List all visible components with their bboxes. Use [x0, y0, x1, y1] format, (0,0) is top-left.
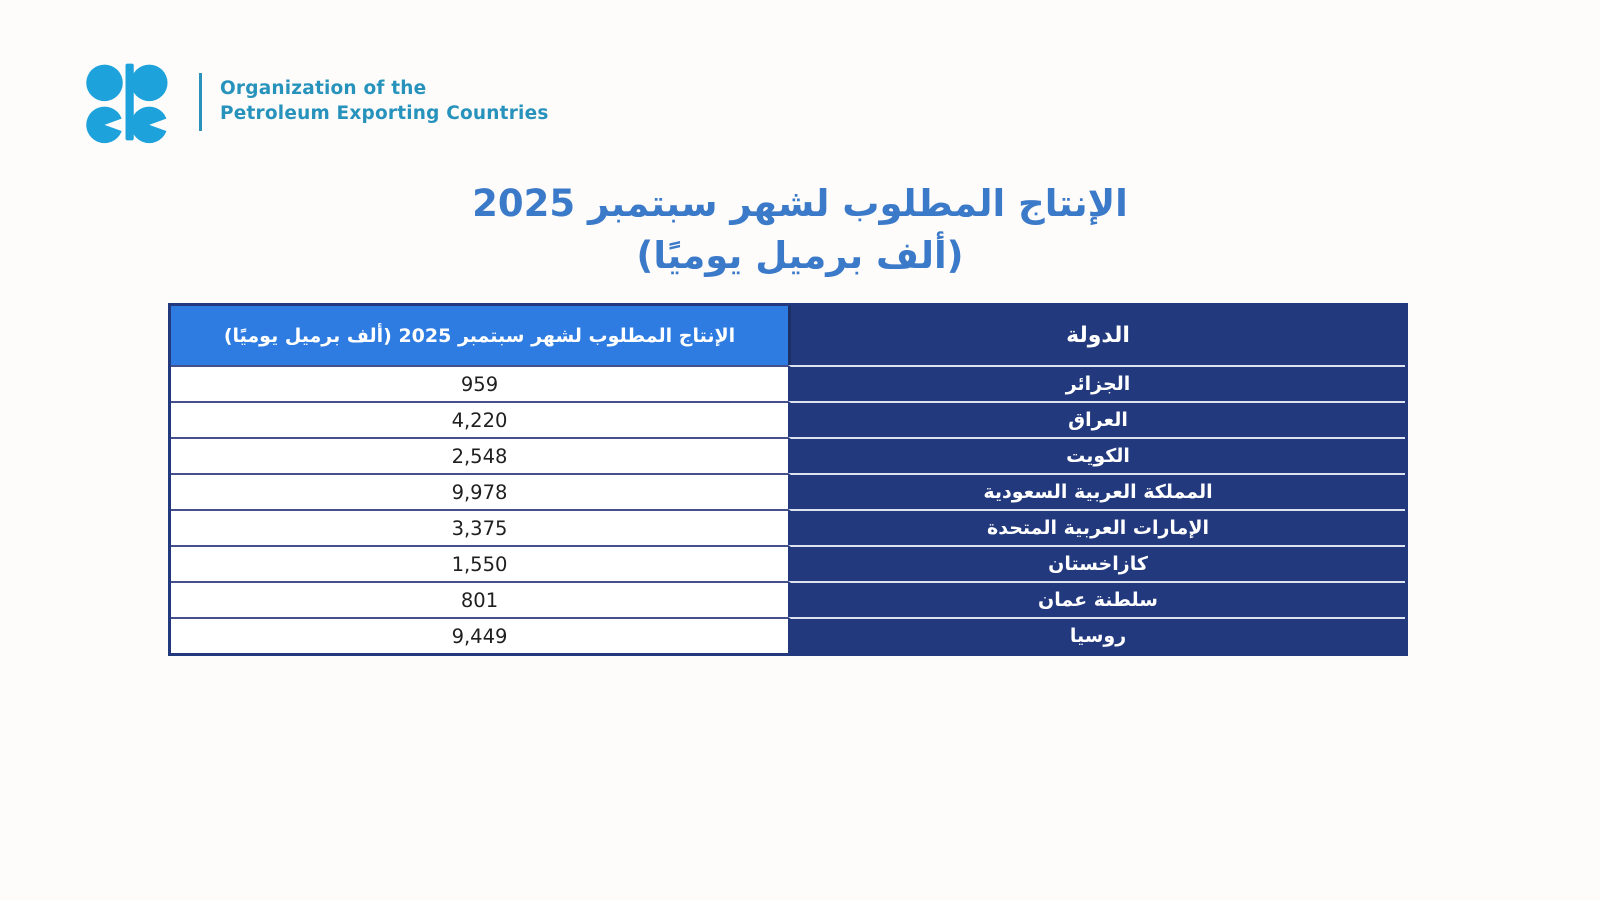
production-value: 2,548 [171, 437, 788, 473]
production-value: 9,978 [171, 473, 788, 509]
page-title-line2: (ألف برميل يوميًا) [636, 233, 964, 277]
table-row [171, 545, 1405, 581]
brand-line2: Petroleum Exporting Countries [220, 103, 549, 124]
production-value: 3,375 [171, 509, 788, 545]
country-name: الإمارات العربية المتحدة [788, 509, 1405, 545]
brand-line1: Organization of the [220, 78, 427, 100]
production-value: 4,220 [171, 401, 788, 437]
production-value: 1,550 [171, 545, 788, 581]
country-name: كازاخستان [788, 545, 1405, 581]
country-name: الجزائر [788, 365, 1405, 401]
country-name: العراق [788, 401, 1405, 437]
brand-text [220, 77, 549, 127]
brand-divider [199, 73, 202, 131]
table-row [171, 437, 1405, 473]
table-header-row [171, 306, 1405, 365]
country-name: المملكة العربية السعودية [788, 473, 1405, 509]
column-header-production: الإنتاج المطلوب لشهر سبتمبر 2025 (ألف برميل يوميًا) [171, 306, 788, 365]
page-title-line1: الإنتاج المطلوب لشهر سبتمبر 2025 [472, 182, 1128, 225]
country-name: سلطنة عمان [788, 581, 1405, 617]
production-value: 801 [171, 581, 788, 617]
page-title [0, 178, 1600, 282]
column-header-country: الدولة [788, 306, 1405, 365]
table-row [171, 401, 1405, 437]
opec-brand-header [85, 60, 549, 144]
table-row [171, 509, 1405, 545]
table-row [171, 365, 1405, 401]
opec-logo-icon [85, 60, 177, 144]
table-row [171, 617, 1405, 653]
country-name: روسيا [788, 617, 1405, 653]
table-row [171, 581, 1405, 617]
table-row [171, 473, 1405, 509]
country-name: الكويت [788, 437, 1405, 473]
production-value: 959 [171, 365, 788, 401]
production-table [168, 303, 1408, 656]
production-value: 9,449 [171, 617, 788, 653]
